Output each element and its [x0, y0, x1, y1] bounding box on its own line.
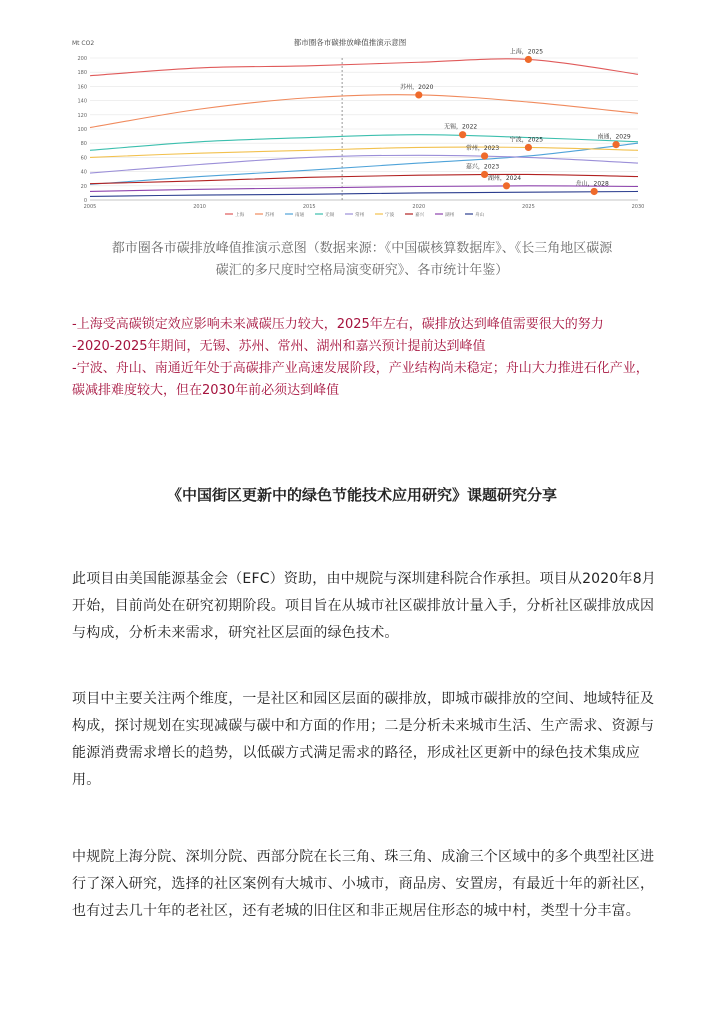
legend-label: 舟山: [475, 213, 485, 218]
legend-label: 南通: [295, 213, 305, 218]
y-tick-label: 80: [80, 141, 87, 148]
paragraph-focus-dimensions: 项目中主要关注两个维度，一是社区和园区层面的碳排放，即城市碳排放的空间、地域特征及构成，探讨规划在实现减碳与碳中和方面的作用；二是分析未来城市生活、生产需求、资源与能源消费需求增长的趋势，以低碳方式满足需求的路径，形成社区更新中的绿色技术集成应用。: [72, 691, 655, 788]
y-tick-label: 200: [77, 56, 87, 62]
chart-legend: [225, 211, 485, 218]
peak-marker: [415, 91, 422, 98]
series-line-0: [90, 59, 638, 76]
y-axis-unit-label: Mt CO2: [72, 40, 95, 47]
finding-shanghai: -上海受高碳锁定效应影响未来减碳压力较大，2025年左右，碳排放达到峰值需要很大的努力: [72, 317, 604, 332]
legend-label: 无锡: [325, 213, 335, 218]
series-line-1: [90, 95, 638, 128]
y-tick-label: 60: [80, 155, 87, 162]
chart-caption-line-1: 都市圈各市碳排放峰值推演示意图（数据来源：《中国碳核算数据库》、《长三角地区碳源: [111, 241, 613, 256]
emission-peak-chart: [70, 30, 654, 222]
peak-label: 无锡，2022: [443, 123, 478, 131]
y-tick-label: 40: [80, 169, 87, 176]
chart-title: 都市圈各市碳排放峰值推演示意图: [293, 38, 407, 47]
y-tick-label: 100: [77, 127, 87, 133]
chart-peak-markers: [400, 47, 631, 195]
peak-label: 湖州，2024: [487, 174, 522, 182]
y-tick-label: 0: [83, 198, 87, 204]
x-tick-label: 2025: [522, 204, 535, 210]
paragraph-case-studies: 中规院上海分院、深圳分院、西部分院在长三角、珠三角、成渝三个区域中的多个典型社区进行了深入研究，选择的社区案例有大城市、小城市，商品房、安置房，有最近十年的新社区，也有过去几十年的老社区，还有老城的旧住区和非正规居住形态的城中村，类型十分丰富。: [72, 849, 655, 919]
legend-label: 常州: [355, 213, 365, 218]
series-line-6: [90, 174, 638, 183]
peak-label: 南通，2029: [597, 133, 631, 141]
peak-label: 嘉兴，2023: [465, 163, 500, 171]
chart-caption-line-2: 碳汇的多尺度时空格局演变研究》、各市统计年鉴）: [215, 263, 509, 278]
peak-label: 上海，2025: [509, 48, 544, 56]
peak-marker: [481, 152, 488, 159]
key-findings: [72, 314, 656, 402]
legend-label: 上海: [235, 213, 245, 218]
x-tick-label: 2010: [193, 204, 206, 210]
y-tick-label: 120: [77, 112, 87, 119]
series-line-4: [90, 155, 638, 173]
x-tick-label: 2015: [302, 204, 316, 210]
series-line-8: [90, 191, 638, 196]
finding-early-peak: -2020-2025年期间，无锡、苏州、常州、湖州和嘉兴预计提前达到峰值: [72, 339, 486, 354]
peak-label: 宁波，2025: [509, 136, 544, 144]
peak-marker: [503, 182, 510, 189]
y-tick-label: 180: [77, 70, 87, 77]
x-tick-label: 2030: [631, 204, 645, 210]
series-line-7: [90, 186, 638, 192]
series-line-2: [90, 143, 638, 184]
y-tick-label: 140: [77, 98, 87, 105]
peak-marker: [525, 56, 532, 63]
finding-high-carbon-cities: -宁波、舟山、南通近年处于高碳排产业高速发展阶段，产业结构尚未稳定；舟山大力推进石化产业，碳减排难度较大，但在2030年前必须达到峰值: [72, 361, 649, 398]
peak-marker: [459, 131, 466, 138]
legend-label: 苏州: [265, 213, 275, 218]
paragraph-project-intro: 此项目由美国能源基金会（EFC）资助，由中规院与深圳建科院合作承担。项目从2020年8月开始，目前尚处在研究初期阶段。项目旨在从城市社区碳排放计量入手，分析社区碳排放成因与构成，分析未来需求，研究社区层面的绿色技术。: [72, 571, 657, 641]
y-tick-label: 160: [77, 84, 87, 91]
chart-caption: [70, 238, 654, 282]
peak-label: 苏州，2020: [400, 83, 434, 91]
peak-marker: [591, 188, 598, 195]
x-tick-label: 2005: [83, 204, 97, 210]
chart-series: [90, 59, 638, 197]
section-title: 《中国街区更新中的绿色节能技术应用研究》课题研究分享: [166, 486, 557, 504]
legend-label: 湖州: [445, 213, 455, 218]
peak-marker: [525, 144, 532, 151]
legend-label: 宁波: [385, 213, 395, 218]
x-tick-label: 2020: [412, 204, 426, 210]
y-tick-label: 20: [80, 183, 87, 190]
peak-marker: [612, 141, 619, 148]
legend-label: 嘉兴: [415, 213, 425, 218]
peak-label: 常州，2023: [465, 144, 500, 152]
peak-label: 舟山，2028: [575, 180, 609, 188]
